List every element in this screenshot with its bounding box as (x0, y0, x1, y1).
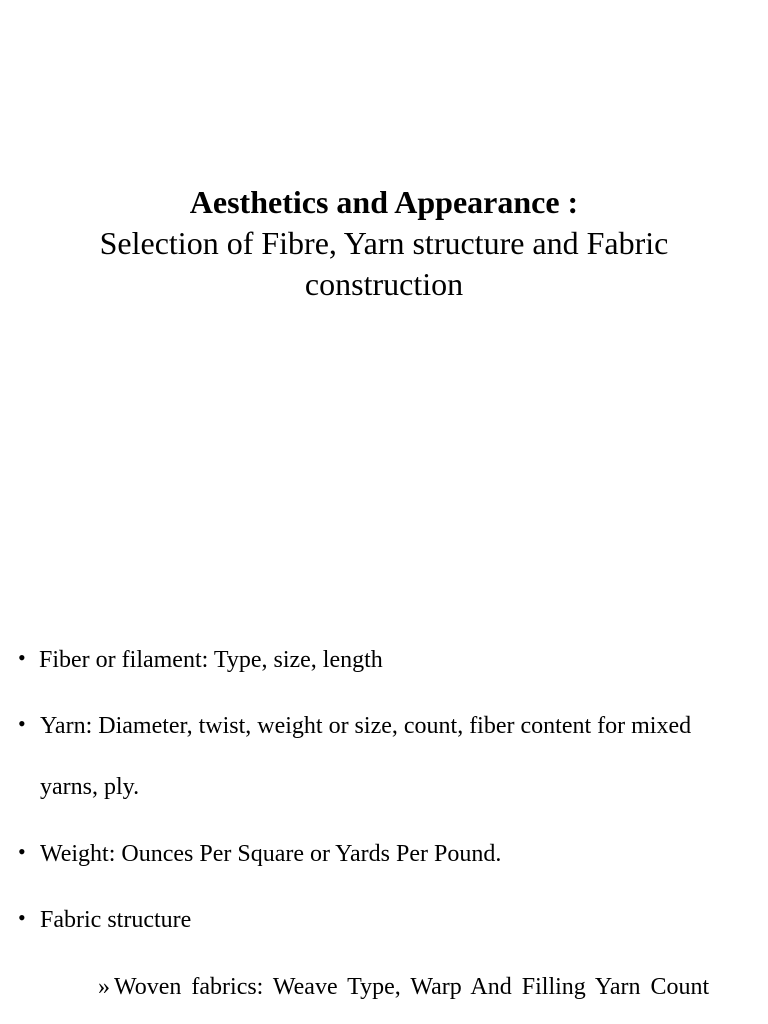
bullet-continuation-yarn: yarns, ply. (40, 774, 140, 800)
slide-subtitle-line-2: construction (304, 266, 464, 302)
bullet-marker: • (18, 839, 26, 864)
sub-bullet-woven-fabrics (98, 972, 740, 1002)
bullet-marker: • (18, 711, 26, 736)
bullet-text: Yarn: Diameter, twist, weight or size, count, fiber content for mixed (40, 713, 692, 739)
slide-title-block (0, 182, 768, 305)
sub-bullet-text: Woven fabrics: Weave Type, Warp And Filling Yarn Count (114, 974, 710, 1000)
bullet-marker: • (18, 905, 26, 930)
bullet-text: Fiber or filament: Type, size, length (39, 647, 383, 673)
bullet-text: Weight: Ounces Per Square or Yards Per Pound. (40, 841, 502, 867)
sub-bullet-marker: » (98, 974, 110, 1000)
slide-title: Aesthetics and Appearance : (189, 184, 579, 220)
bullet-marker: • (18, 645, 26, 670)
slide-subtitle-line-1: Selection of Fibre, Yarn structure and Fabric (99, 225, 669, 261)
bullet-text: Fabric structure (40, 907, 192, 933)
